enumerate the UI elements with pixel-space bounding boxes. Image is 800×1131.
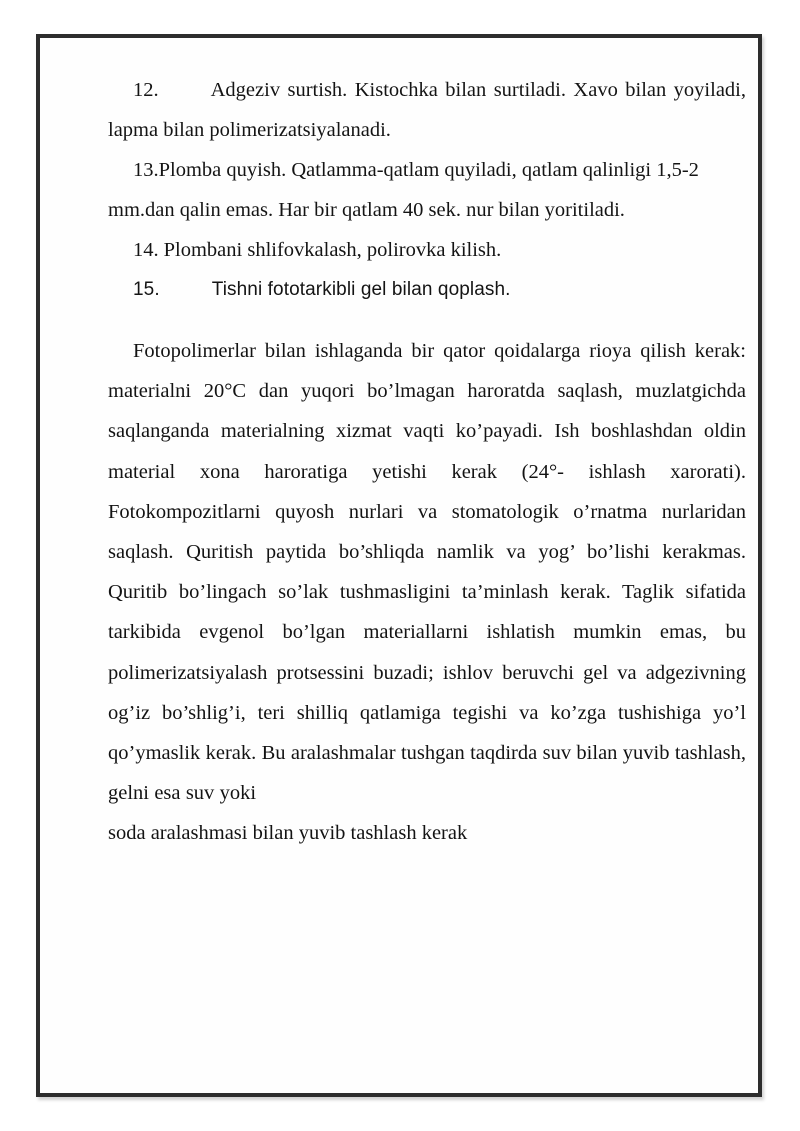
- body-paragraph: [108, 331, 746, 813]
- page-canvas: [40, 38, 758, 1093]
- list-item-text: Plomba quyish. Qatlamma-qatlam quyiladi, qatlam qalinligi 1,5-2 mm.dan qalin emas. Har bir qatlam 40 sek. nur bilan yoritiladi.: [108, 159, 699, 221]
- paragraph-last-line-text: soda aralashmasi bilan yuvib tashlash kerak: [108, 822, 468, 845]
- page-border-frame: [36, 34, 762, 1097]
- list-item-text: Plombani shlifovkalash, polirovka kilish.: [163, 239, 502, 261]
- list-item-number: 13.: [133, 159, 159, 181]
- list-item: [108, 70, 746, 150]
- list-item-number: 15.: [133, 279, 160, 300]
- list-item-number: 14.: [133, 239, 159, 261]
- list-item: [108, 150, 746, 230]
- paragraph-text: Fotopolimerlar bilan ishlaganda bir qator qoidalarga rioya qilish kerak: materialni 20°C dan yuqori bo’lmagan haroratda saqlash, muzlatgichda saqlanganda materialning xizmat vaqti ko’payadi. Ish boshlashdan oldin material xona haroratiga yetishi kerak (24°- ishlash xarorati). Fotokompozitlarni quyosh nurlari va stomatologik o’rnatma nurlaridan saqlash. Quritish paytida bo’shliqda namlik va yog’ bo’lishi kerakmas. Quritib bo’lingach so’lak tushmasligini ta’minlash kerak. Taglik sifatida tarkibida evgenol bo’lgan materiallarni ishlatish mumkin emas, bu polimerizatsiyalash protsessini buzadi; ishlov beruvchi gel va adgezivning og’iz bo’shlig’i, teri shilliq qatlamiga tegishi va ko’zga tushishiga yo’l qo’ymaslik kerak. Bu aralashmalar tushgan taqdirda suv bilan yuvib tashlash, gelni esa suv yoki: [108, 340, 746, 805]
- list-item-text: Tishni fototarkibli gel bilan qoplash.: [211, 279, 511, 300]
- list-item-text: Adgeziv surtish. Kistochka bilan surtiladi. Xavo bilan yoyiladi, lapma bilan polimerizatsiyalanadi.: [108, 79, 746, 141]
- document-body: [108, 70, 746, 853]
- list-item: [108, 230, 746, 270]
- paragraph-last-line: [108, 813, 746, 853]
- list-item-number: 12.: [133, 79, 159, 101]
- numbered-list: [108, 70, 746, 310]
- list-item: [108, 270, 746, 310]
